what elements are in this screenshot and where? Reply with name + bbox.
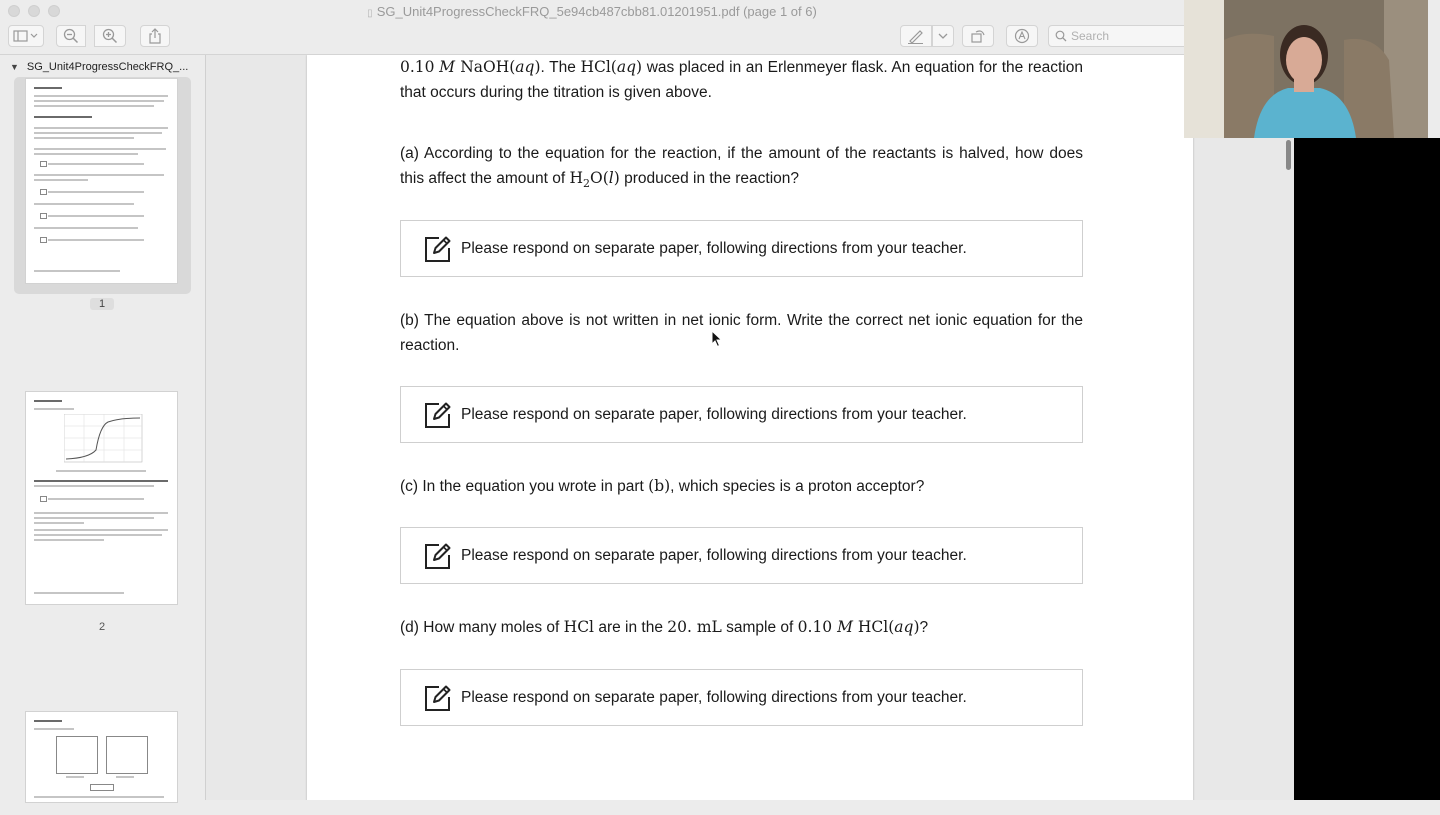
zoom-in-icon bbox=[102, 28, 118, 44]
concentration-value: 0.10 bbox=[797, 618, 838, 636]
hcl-formula: HCl( bbox=[580, 58, 617, 76]
edit-icon bbox=[423, 541, 453, 571]
toolbar bbox=[0, 22, 1184, 55]
part-c-text: (c) In the equation you wrote in part bbox=[400, 478, 649, 495]
intro-rest: was placed in an Erlenmeyer flask. An equation for the reaction that occurs during the titration is given above. bbox=[400, 59, 1083, 101]
page-thumbnail-2[interactable] bbox=[26, 392, 177, 604]
question-intro-text bbox=[400, 55, 1083, 105]
window-title bbox=[0, 4, 1184, 19]
markup-button[interactable] bbox=[900, 25, 932, 47]
thumbnail-sidebar bbox=[0, 55, 206, 800]
response-instruction: Please respond on separate paper, following directions from your teacher. bbox=[461, 239, 967, 257]
vertical-scrollbar-thumb[interactable] bbox=[1286, 140, 1291, 170]
concentration-value: 0.10 bbox=[400, 58, 435, 76]
search-icon bbox=[1055, 30, 1067, 42]
aqueous-label: aq bbox=[616, 58, 637, 76]
close-paren: ) bbox=[913, 618, 920, 636]
naoh-formula: NaOH( bbox=[460, 58, 516, 76]
close-paren: ) bbox=[534, 58, 541, 76]
response-instruction: Please respond on separate paper, following directions from your teacher. bbox=[461, 688, 967, 706]
page-thumbnail-3[interactable] bbox=[26, 712, 177, 802]
edit-icon bbox=[423, 400, 453, 430]
water-h: H bbox=[569, 169, 583, 187]
part-d-text-end: ? bbox=[919, 619, 929, 636]
part-d-text: (d) How many moles of bbox=[400, 619, 564, 636]
zoom-out-icon bbox=[63, 28, 79, 44]
molar-symbol: M bbox=[439, 58, 455, 76]
page-number-2: 2 bbox=[98, 621, 106, 633]
question-part-a bbox=[400, 141, 1083, 196]
molar-symbol: M bbox=[837, 618, 853, 636]
markup-menu-button[interactable] bbox=[932, 25, 954, 47]
response-box-b bbox=[400, 386, 1083, 443]
water-o: O( bbox=[590, 169, 609, 187]
rotate-button[interactable] bbox=[962, 25, 994, 47]
response-instruction: Please respond on separate paper, following directions from your teacher. bbox=[461, 405, 967, 423]
titration-curve-thumbnail bbox=[64, 414, 144, 466]
share-icon bbox=[148, 28, 162, 44]
rotate-icon bbox=[970, 28, 986, 44]
aqueous-label: aq bbox=[894, 618, 914, 636]
search-field[interactable] bbox=[1048, 25, 1184, 47]
sidebar-view-button[interactable] bbox=[8, 25, 44, 47]
page-number-1: 1 bbox=[90, 298, 114, 310]
pdf-document-icon: ▯ bbox=[367, 8, 373, 19]
edit-icon bbox=[423, 683, 453, 713]
close-paren: ) bbox=[636, 58, 643, 76]
water-subscript: 2 bbox=[583, 177, 590, 191]
response-box-c bbox=[400, 527, 1083, 584]
document-viewer[interactable] bbox=[206, 55, 1294, 800]
hcl-formula: HCl bbox=[563, 618, 595, 636]
annotate-button[interactable] bbox=[1006, 25, 1038, 47]
mouse-pointer-icon bbox=[711, 330, 723, 348]
aqueous-label: aq bbox=[515, 58, 535, 76]
part-c-text-end: , which species is a proton acceptor? bbox=[670, 478, 925, 495]
question-part-b: (b) The equation above is not written in net ionic form. Write the correct net ionic equation for the reaction. bbox=[400, 312, 1083, 354]
pdf-page bbox=[307, 55, 1193, 800]
title-bar bbox=[0, 0, 1184, 22]
search-input[interactable] bbox=[1071, 29, 1171, 43]
part-d-text-mid2: sample of bbox=[721, 619, 798, 636]
part-reference: (b) bbox=[648, 477, 671, 495]
webcam-video-overlay bbox=[1184, 0, 1428, 138]
sidebar-document-row[interactable] bbox=[0, 57, 204, 77]
part-a-text: (a) According to the equation for the reaction, if the amount of the reactants is halved, how does this affect the amount of bbox=[400, 145, 1083, 187]
window-title-text: SG_Unit4ProgressCheckFRQ_5e94cb487cbb81.01201951.pdf (page 1 of 6) bbox=[376, 4, 817, 19]
webcam-presenter-image bbox=[1184, 0, 1428, 138]
part-d-text-mid: are in the bbox=[594, 619, 668, 636]
page-thumbnail-1[interactable] bbox=[26, 79, 177, 283]
hcl-formula: HCl( bbox=[852, 618, 895, 636]
pen-icon bbox=[907, 28, 925, 44]
response-box-a bbox=[400, 220, 1083, 277]
share-button[interactable] bbox=[140, 25, 170, 47]
intro-the: . The bbox=[540, 59, 581, 76]
question-part-c bbox=[400, 474, 1083, 499]
close-paren: ) bbox=[613, 169, 620, 187]
disclosure-triangle-icon[interactable]: ▼ bbox=[10, 62, 19, 72]
volume-value: 20. mL bbox=[667, 618, 722, 636]
screen-background bbox=[1294, 138, 1440, 800]
question-part-d bbox=[400, 615, 1083, 640]
edit-icon bbox=[423, 234, 453, 264]
chevron-down-icon bbox=[938, 32, 948, 40]
part-a-text-end: produced in the reaction? bbox=[619, 170, 800, 187]
zoom-in-button[interactable] bbox=[94, 25, 126, 47]
response-box-d bbox=[400, 669, 1083, 726]
sidebar-icon bbox=[13, 30, 39, 42]
annotate-circle-icon bbox=[1014, 28, 1030, 44]
liquid-label: l bbox=[608, 169, 614, 187]
sidebar-document-title: SG_Unit4ProgressCheckFRQ_... bbox=[26, 61, 189, 73]
zoom-out-button[interactable] bbox=[56, 25, 86, 47]
response-instruction: Please respond on separate paper, following directions from your teacher. bbox=[461, 546, 967, 564]
